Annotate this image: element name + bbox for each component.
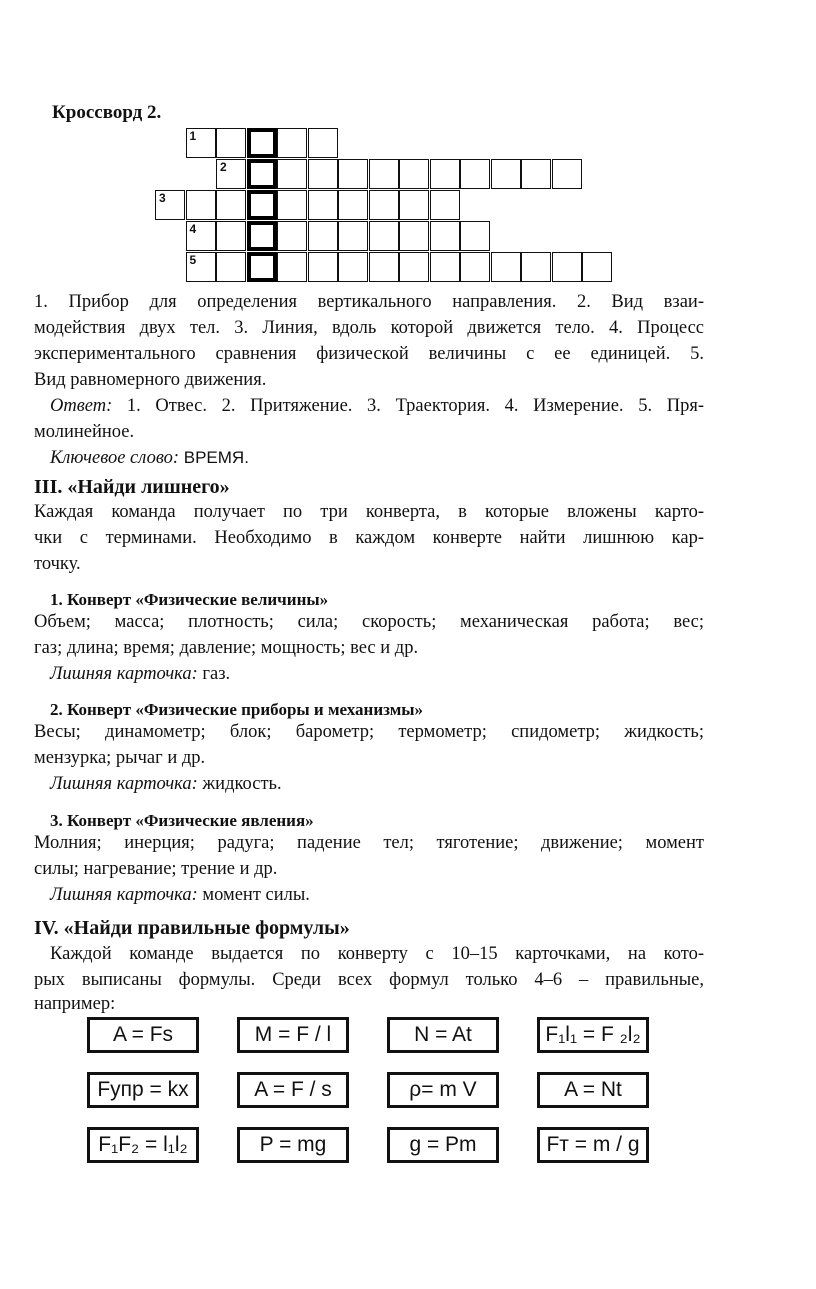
keyword-line <box>50 448 249 469</box>
formula-card: M = F / l <box>237 1017 349 1053</box>
crossword-key-cell <box>247 128 277 158</box>
crossword-cell <box>338 252 368 282</box>
crossword-cell <box>369 252 399 282</box>
crossword-cell <box>277 221 307 251</box>
crossword-cell <box>216 221 246 251</box>
clue-number: 4 <box>189 222 197 236</box>
crossword-cell <box>430 190 460 220</box>
crossword-cell <box>491 252 521 282</box>
crossword-cell <box>552 159 582 189</box>
keyword-label: Ключевое слово: <box>50 448 180 468</box>
crossword-key-cell <box>247 159 277 189</box>
formula-card: A = Fs <box>87 1017 199 1053</box>
formula-card: P = mg <box>237 1127 349 1163</box>
crossword-cell <box>399 190 429 220</box>
section-heading: III. «Найди лишнего» <box>34 476 230 498</box>
section-heading: IV. «Найди правильные формулы» <box>34 917 350 939</box>
section-intro-line: Каждой команде выдается по конверту с 10–15 карточками, на кото- <box>50 944 704 964</box>
extra-card-line <box>50 774 282 795</box>
crossword-cell <box>216 159 246 189</box>
extra-card-line <box>50 664 230 685</box>
formula-card: ρ= m V <box>387 1072 499 1108</box>
answer-line-2: молинейное. <box>34 422 135 442</box>
envelope-line: Весы; динамометр; блок; барометр; термометр; спидометр; жидкость; <box>34 722 704 742</box>
crossword-cell <box>186 128 216 158</box>
clue-number: 2 <box>220 160 227 174</box>
crossword-cell <box>186 252 216 282</box>
crossword-cell <box>430 221 460 251</box>
crossword-cell <box>216 128 246 158</box>
formula-card: F₁l₁ = F ₂l₂ <box>537 1017 649 1053</box>
crossword-cell <box>369 221 399 251</box>
answer-label: Ответ: <box>50 396 113 416</box>
crossword-cell <box>399 221 429 251</box>
crossword-cell <box>338 221 368 251</box>
extra-card-label: Лишняя карточка: <box>50 664 198 684</box>
crossword-key-cell <box>247 221 277 251</box>
crossword-cell <box>308 128 338 158</box>
formula-card: Fт = m / g <box>537 1127 649 1163</box>
formula-card: A = F / s <box>237 1072 349 1108</box>
crossword-cell <box>186 190 216 220</box>
envelope-heading: 1. Конверт «Физические величины» <box>50 590 329 609</box>
section-intro-line: чки с терминами. Необходимо в каждом конверте найти лишнюю кар- <box>34 528 704 548</box>
envelope-line: мензурка; рычаг и др. <box>34 748 206 768</box>
extra-card-line <box>50 885 310 906</box>
crossword-cell <box>308 252 338 282</box>
crossword-cell <box>216 252 246 282</box>
extra-card-value: момент силы. <box>197 885 310 905</box>
crossword-cell <box>369 159 399 189</box>
crossword-cell <box>277 128 307 158</box>
crossword-key-cell <box>247 190 277 220</box>
clue-line: 1. Прибор для определения вертикального направления. 2. Вид взаи- <box>34 292 704 312</box>
envelope-line: газ; длина; время; давление; мощность; вес и др. <box>34 638 419 658</box>
keyword-value: ВРЕМЯ. <box>179 448 249 467</box>
extra-card-value: газ. <box>197 664 231 684</box>
crossword-cell <box>460 221 490 251</box>
crossword-cell <box>216 190 246 220</box>
crossword-cell <box>308 190 338 220</box>
clue-line: экспериментального сравнения физической величины с ее единицей. 5. <box>34 344 704 364</box>
section-intro-line: Каждая команда получает по три конверта, в которые вложены карто- <box>34 502 704 522</box>
formula-card: N = At <box>387 1017 499 1053</box>
envelope-line: силы; нагревание; трение и др. <box>34 859 278 879</box>
crossword-cell <box>552 252 582 282</box>
crossword-cell <box>491 159 521 189</box>
clue-number: 5 <box>189 253 197 267</box>
crossword-cell <box>399 159 429 189</box>
clue-number: 3 <box>159 191 166 205</box>
formula-card: F₁F₂ = l₁l₂ <box>87 1127 199 1163</box>
section-intro-line: точку. <box>34 554 81 574</box>
crossword-cell <box>155 190 185 220</box>
crossword-cell <box>277 190 307 220</box>
section-intro-line: рых выписаны формулы. Среди всех формул только 4–6 – правильные, <box>34 970 704 990</box>
answer-text: 1. Отвес. 2. Притяжение. 3. Траектория. 4. Измерение. 5. Пря- <box>112 396 704 416</box>
clue-line: модействия двух тел. 3. Линия, вдоль которой движется тело. 4. Процесс <box>34 318 704 338</box>
answer-line <box>50 396 704 417</box>
crossword-cell <box>460 159 490 189</box>
crossword-cell <box>430 159 460 189</box>
crossword-cell <box>369 190 399 220</box>
section-intro-line: например: <box>34 994 116 1014</box>
formula-card: g = Pm <box>387 1127 499 1163</box>
crossword-key-cell <box>247 252 277 282</box>
crossword-cell <box>399 252 429 282</box>
crossword-cell <box>277 159 307 189</box>
crossword-cell <box>430 252 460 282</box>
clue-number: 1 <box>189 129 197 143</box>
extra-card-label: Лишняя карточка: <box>50 774 198 794</box>
formula-card: Fупр = kx <box>87 1072 199 1108</box>
envelope-heading: 2. Конверт «Физические приборы и механизмы» <box>50 700 424 719</box>
crossword-cell <box>582 252 612 282</box>
formula-card: A = Nt <box>537 1072 649 1108</box>
crossword-cell <box>186 221 216 251</box>
crossword-cell <box>338 159 368 189</box>
crossword-cell <box>521 252 551 282</box>
crossword-cell <box>277 252 307 282</box>
extra-card-label: Лишняя карточка: <box>50 885 198 905</box>
envelope-line: Объем; масса; плотность; сила; скорость; механическая работа; вес; <box>34 612 704 632</box>
extra-card-value: жидкость. <box>197 774 282 794</box>
page-title: Кроссворд 2. <box>52 102 162 123</box>
envelope-heading: 3. Конверт «Физические явления» <box>50 811 314 830</box>
clue-line: Вид равномерного движения. <box>34 370 267 390</box>
crossword-cell <box>521 159 551 189</box>
crossword-cell <box>308 159 338 189</box>
crossword-cell <box>338 190 368 220</box>
envelope-line: Молния; инерция; радуга; падение тел; тяготение; движение; момент <box>34 833 704 853</box>
crossword-cell <box>460 252 490 282</box>
crossword-cell <box>308 221 338 251</box>
